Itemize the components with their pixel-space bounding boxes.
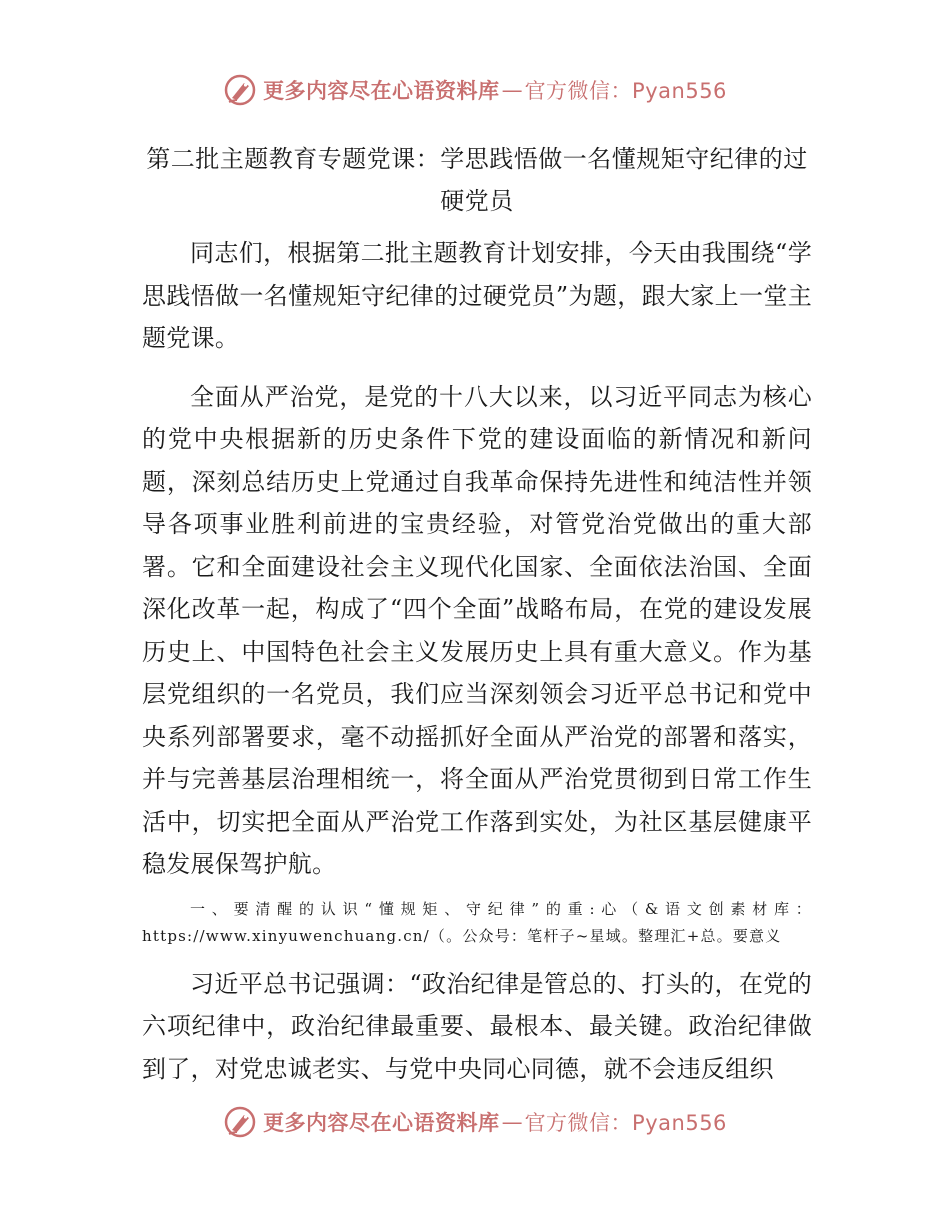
banner-separator: — xyxy=(501,78,523,102)
footer-banner xyxy=(0,1100,950,1144)
banner-wechat: 官方微信：Pyan556 xyxy=(524,1111,727,1135)
pen-nib-icon xyxy=(223,1105,257,1139)
banner-separator: — xyxy=(501,1110,523,1134)
banner-wechat: 官方微信：Pyan556 xyxy=(524,79,727,103)
title-line-2: 硬党员 xyxy=(440,187,514,215)
title-line-1: 第二批主题教育专题党课：学思践悟做一名懂规矩守纪律的过 xyxy=(146,145,808,173)
paragraph-intro: 同志们，根据第二批主题教育计划安排，今天由我围绕“学思践悟做一名懂规矩守纪律的过硬党员”为题，跟大家上一堂主题党课。 xyxy=(142,239,812,352)
document-body xyxy=(142,138,812,1090)
section-heading: 一、要清醒的认识“懂规矩、守纪律”的重:心（&语文创素材库：https://www.xinyuwenchuang.cn/（。公众号：笔杆子~星域。整理汇+总。要意义 xyxy=(142,899,812,945)
document-title xyxy=(142,138,812,222)
banner-title: 更多内容尽在心语资料库 xyxy=(263,1111,500,1135)
pen-nib-icon xyxy=(223,73,257,107)
banner-title: 更多内容尽在心语资料库 xyxy=(263,79,500,103)
header-banner xyxy=(0,68,950,112)
paragraph-main: 全面从严治党，是党的十八大以来，以习近平同志为核心的党中央根据新的历史条件下党的建设面临的新情况和新问题，深刻总结历史上党通过自我革命保持先进性和纯洁性并领导各项事业胜利前进的宝贵经验，对管党治党做出的重大部署。它和全面建设社会主义现代化国家、全面依法治国、全面深化改革一起，构成了“四个全面”战略布局，在党的建设发展历史上、中国特色社会主义发展历史上具有重大意义。作为基层党组织的一名党员，我们应当深刻领会习近平总书记和党中央系列部署要求，毫不动摇抓好全面从严治党的部署和落实，并与完善基层治理相统一，将全面从严治党贯彻到日常工作生活中，切实把全面从严治党工作落到实处，为社区基层健康平稳发展保驾护航。 xyxy=(142,382,812,878)
paragraph-quote: 习近平总书记强调：“政治纪律是管总的、打头的，在党的六项纪律中，政治纪律最重要、最根本、最关键。政治纪律做到了，对党忠诚老实、与党中央同心同德，就不会违反组织 xyxy=(142,969,812,1083)
